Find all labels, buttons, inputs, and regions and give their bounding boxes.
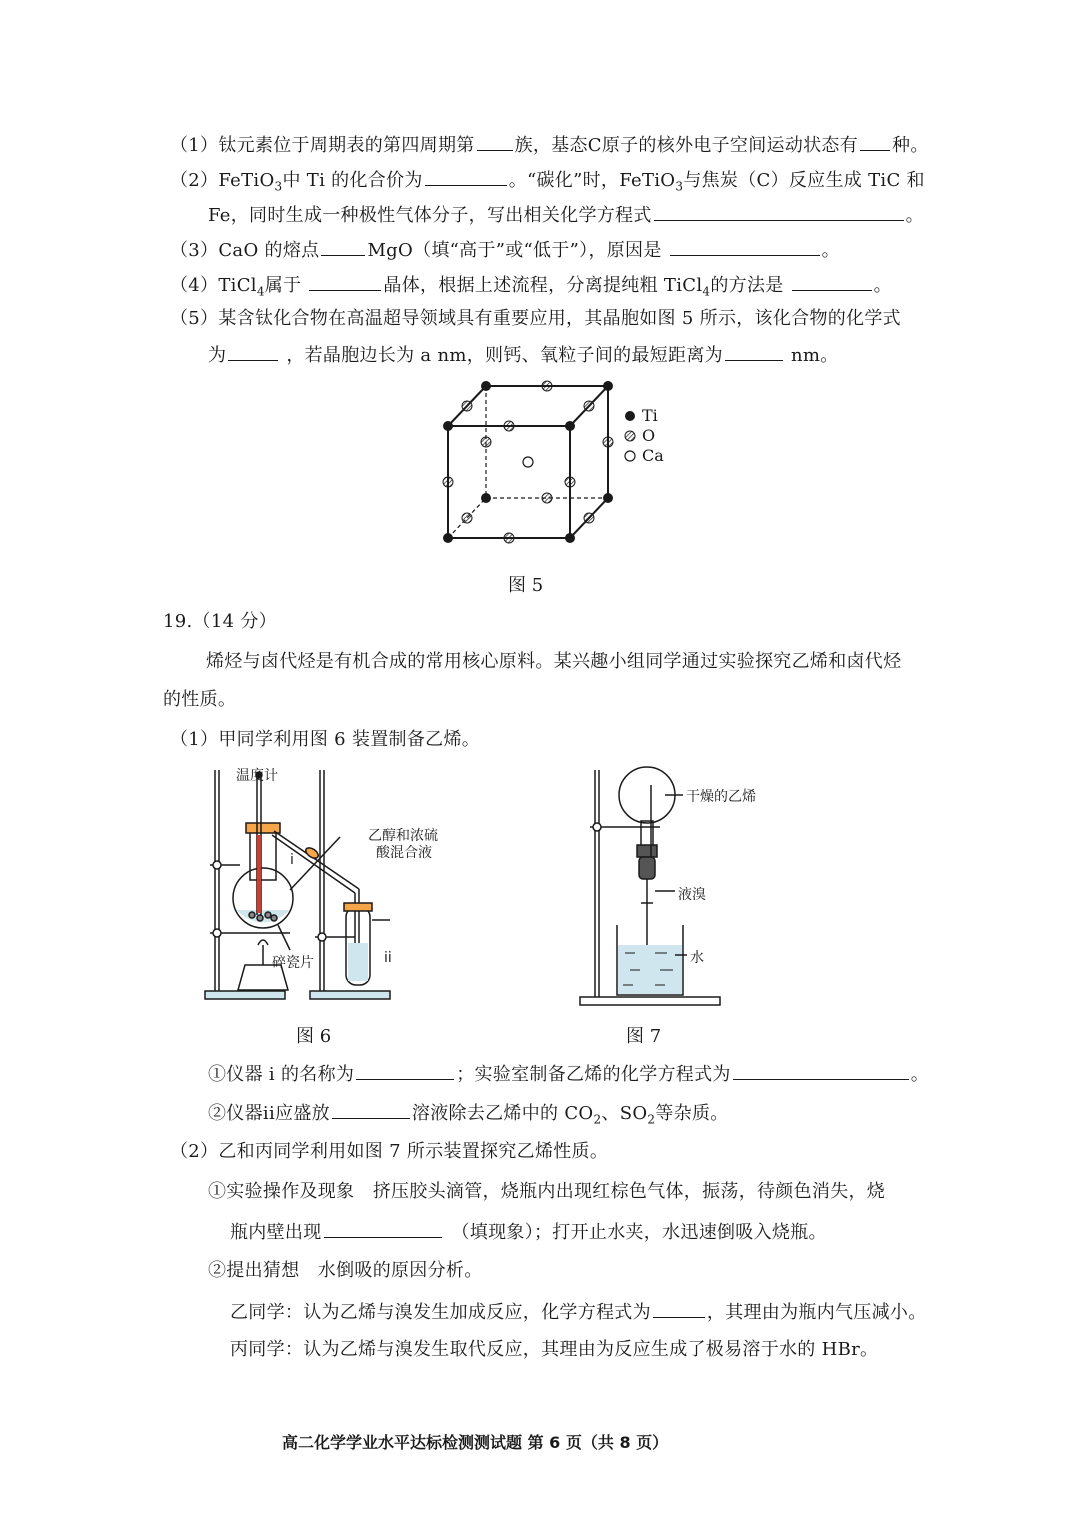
legend-o: O [624, 426, 655, 445]
q19-task2: ②提出猜想 水倒吸的原因分析。 [208, 1260, 483, 1281]
figure-5-caption: 图 5 [508, 575, 544, 596]
fig6-label-ii: ii [384, 950, 392, 966]
figure-6-apparatus [200, 765, 470, 1010]
q19-sub2: ②仪器ii应盛放 溶液除去乙烯中的 $CO_2$、$SO_2$等杂质。 [208, 1100, 729, 1126]
q19-part1: （1）甲同学利用图 6 装置制备乙烯。 [170, 729, 481, 750]
fig7-water-label: 水 [690, 950, 704, 966]
q18-part1: （1）钛元素位于周期表的第四周期第 族，基态C原子的核外电子空间运动状态有 种。 [170, 132, 929, 158]
page-footer: 高二化学学业水平达标检测测试题 第 6 页（共 8 页） [282, 1433, 669, 1452]
q18-part4: （4）TiCl$_4$属于 晶体，根据上述流程，分离提纯粗 TiCl$_4$的方法是 。 [170, 272, 892, 298]
answer-blank[interactable] [321, 237, 365, 256]
fig6-mixture-label-2: 酸混合液 [376, 845, 432, 861]
page-number: 6 [549, 1433, 561, 1452]
answer-blank[interactable] [725, 342, 783, 361]
ca-atom [523, 457, 533, 467]
answer-blank[interactable] [477, 132, 513, 151]
q18-part5-line1: （5）某含钛化合物在高温超导领域具有重要应用，其晶胞如图 5 所示，该化合物的化学式 [170, 308, 901, 329]
q19-header: 19.（14 分） [163, 611, 277, 632]
answer-blank[interactable] [654, 202, 904, 221]
answer-blank[interactable] [324, 1219, 442, 1238]
crystal-cell-diagram [430, 370, 630, 560]
answer-blank[interactable] [792, 272, 872, 291]
legend-ti: Ti [624, 406, 658, 425]
q19-intro-line1: 烯烃与卤代烃是有机合成的常用核心原料。某兴趣小组同学通过实验探究乙烯和卤代烃 [206, 651, 902, 672]
answer-blank[interactable] [356, 1061, 454, 1080]
answer-blank[interactable] [670, 237, 820, 256]
q19-task1-line2: 瓶内壁出现 （填现象）；打开止水夹，水迅速倒吸入烧瓶。 [230, 1219, 827, 1245]
legend-ca: Ca [624, 446, 664, 465]
q19-part2: （2）乙和丙同学利用如图 7 所示装置探究乙烯性质。 [170, 1141, 609, 1162]
answer-blank[interactable] [733, 1061, 909, 1080]
legend-o-icon [624, 430, 636, 442]
q18-part5-line2: 为 ，若晶胞边长为 a nm，则钙、氧粒子间的最短距离为 nm。 [208, 342, 839, 368]
q19-sub1: ①仪器 i 的名称为 ；实验室制备乙烯的化学方程式为 。 [208, 1061, 929, 1087]
q18-part2-line2: Fe，同时生成一种极性气体分子，写出相关化学方程式 。 [208, 202, 924, 228]
q19-bing-student: 丙同学：认为乙烯与溴发生取代反应，其理由为反应生成了极易溶于水的 HBr。 [230, 1339, 879, 1360]
answer-blank[interactable] [653, 1299, 705, 1318]
q18-part3: （3）CaO 的熔点 MgO（填“高于”或“低于”），原因是 。 [170, 237, 840, 263]
fig6-label-i: i [290, 852, 294, 868]
fig7-ethylene-label: 干燥的乙烯 [686, 789, 756, 805]
q18-part2-line1: （2）FeTiO$_3$中 Ti 的化合价为 。“碳化”时，FeTiO$_3$与焦炭（C）反应生成 TiC 和 [170, 167, 925, 193]
answer-blank[interactable] [332, 1100, 410, 1119]
figure-6-caption: 图 6 [296, 1026, 332, 1047]
answer-blank[interactable] [860, 132, 890, 151]
fig6-mixture-label-1: 乙醇和浓硫 [368, 828, 438, 844]
figure-7-caption: 图 7 [626, 1026, 662, 1047]
fig6-thermometer-label: 温度计 [236, 768, 278, 784]
q19-task1-line1: ①实验操作及现象 挤压胶头滴管，烧瓶内出现红棕色气体，振荡，待颜色消失，烧 [208, 1181, 886, 1202]
fig7-bromine-label: 液溴 [678, 887, 706, 903]
answer-blank[interactable] [228, 342, 278, 361]
legend-ca-icon [624, 450, 636, 462]
total-pages: 8 [619, 1433, 631, 1452]
q19-yi-student: 乙同学：认为乙烯与溴发生加成反应，化学方程式为 ，其理由为瓶内气压减小。 [230, 1299, 927, 1325]
answer-blank[interactable] [425, 167, 507, 186]
fig6-chips-label: 碎瓷片 [272, 955, 314, 971]
legend-ti-icon [624, 410, 636, 422]
answer-blank[interactable] [309, 272, 381, 291]
q19-intro-line2: 的性质。 [163, 689, 237, 710]
